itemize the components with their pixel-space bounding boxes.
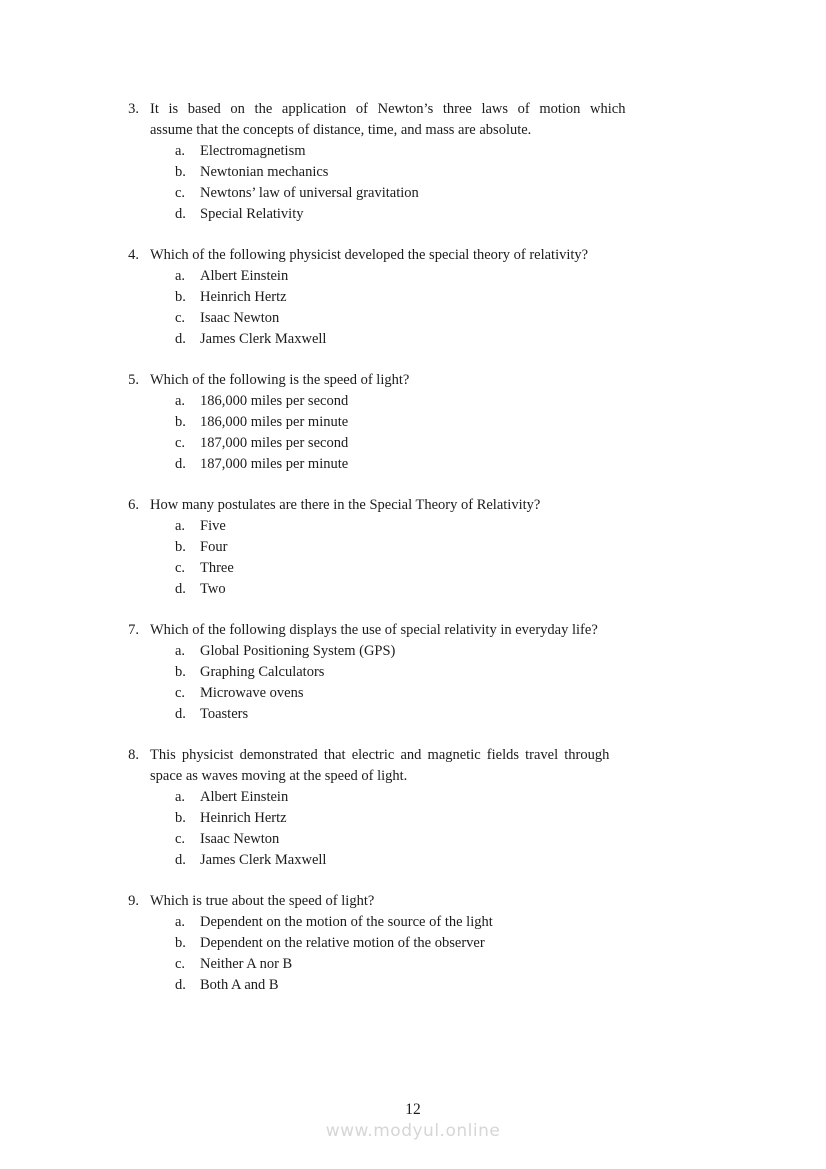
option-row xyxy=(175,454,722,475)
options-list xyxy=(150,391,722,475)
option-row xyxy=(175,516,722,537)
option-row xyxy=(175,162,722,183)
option-text: 186,000 miles per second xyxy=(200,393,349,409)
option-text: 187,000 miles per second xyxy=(200,435,349,451)
option-text: 186,000 miles per minute xyxy=(200,414,349,430)
option-row xyxy=(175,641,722,662)
option-text: Toasters xyxy=(200,706,249,722)
question-body xyxy=(150,495,722,600)
options-list xyxy=(150,141,722,225)
option-letter: d. xyxy=(175,581,186,597)
question-text-line: Which of the following is the speed of light? xyxy=(150,372,410,388)
question-number: 6. xyxy=(128,497,139,513)
option-letter: c. xyxy=(175,310,186,326)
question-number: 4. xyxy=(128,247,139,263)
option-text: Electromagnetism xyxy=(200,143,306,159)
option-letter: a. xyxy=(175,393,186,409)
option-text: Three xyxy=(200,560,234,576)
option-row xyxy=(175,808,722,829)
question-body xyxy=(150,370,722,475)
options-list xyxy=(150,787,722,871)
option-row xyxy=(175,912,722,933)
option-text: James Clerk Maxwell xyxy=(200,852,327,868)
question-3 xyxy=(0,99,722,225)
option-row xyxy=(175,329,722,350)
option-text: James Clerk Maxwell xyxy=(200,331,327,347)
options-list xyxy=(150,641,722,725)
option-row xyxy=(175,683,722,704)
option-row xyxy=(175,204,722,225)
watermark-text: www.modyul.online xyxy=(325,1121,501,1141)
option-letter: b. xyxy=(175,289,186,305)
option-text: Special Relativity xyxy=(200,206,304,222)
question-number: 3. xyxy=(128,101,139,117)
option-row xyxy=(175,850,722,871)
question-body xyxy=(150,891,722,996)
option-row xyxy=(175,933,722,954)
option-text: Both A and B xyxy=(200,977,279,993)
option-letter: d. xyxy=(175,977,186,993)
option-row xyxy=(175,391,722,412)
option-letter: b. xyxy=(175,810,186,826)
option-letter: d. xyxy=(175,456,186,472)
question-number: 8. xyxy=(128,747,139,763)
question-text-line: assume that the concepts of distance, time, and mass are absolute. xyxy=(150,122,532,138)
option-letter: c. xyxy=(175,831,186,847)
option-letter: c. xyxy=(175,560,186,576)
option-letter: c. xyxy=(175,956,186,972)
option-row xyxy=(175,287,722,308)
option-row xyxy=(175,412,722,433)
option-row xyxy=(175,537,722,558)
question-text-line: Which of the following physicist developed the special theory of relativity? xyxy=(150,247,589,263)
question-body xyxy=(150,245,722,350)
question-text-line: This physicist demonstrated that electric and magnetic fields travel through xyxy=(150,747,610,763)
option-text: Albert Einstein xyxy=(200,268,289,284)
option-row xyxy=(175,954,722,975)
question-text-line: Which is true about the speed of light? xyxy=(150,893,375,909)
option-letter: a. xyxy=(175,268,186,284)
option-letter: d. xyxy=(175,206,186,222)
option-text: Albert Einstein xyxy=(200,789,289,805)
option-row xyxy=(175,829,722,850)
option-text: Newtons’ law of universal gravitation xyxy=(200,185,419,201)
option-row xyxy=(175,141,722,162)
option-row xyxy=(175,787,722,808)
option-letter: b. xyxy=(175,414,186,430)
option-row xyxy=(175,579,722,600)
question-5 xyxy=(0,370,722,475)
question-7 xyxy=(0,620,722,725)
options-list xyxy=(150,266,722,350)
option-letter: a. xyxy=(175,789,186,805)
option-text: Four xyxy=(200,539,228,555)
option-text: 187,000 miles per minute xyxy=(200,456,349,472)
option-text: Dependent on the relative motion of the observer xyxy=(200,935,485,951)
option-text: Five xyxy=(200,518,226,534)
option-text: Microwave ovens xyxy=(200,685,304,701)
option-text: Graphing Calculators xyxy=(200,664,325,680)
question-9 xyxy=(0,891,722,996)
option-text: Dependent on the motion of the source of the light xyxy=(200,914,493,930)
option-letter: d. xyxy=(175,331,186,347)
option-letter: a. xyxy=(175,914,186,930)
option-letter: d. xyxy=(175,852,186,868)
option-row xyxy=(175,266,722,287)
option-row xyxy=(175,308,722,329)
option-row xyxy=(175,662,722,683)
question-number: 5. xyxy=(128,372,139,388)
option-row xyxy=(175,704,722,725)
question-6 xyxy=(0,495,722,600)
option-letter: b. xyxy=(175,935,186,951)
option-letter: a. xyxy=(175,643,186,659)
option-letter: a. xyxy=(175,143,186,159)
question-text-line: How many postulates are there in the Special Theory of Relativity? xyxy=(150,497,541,513)
option-text: Isaac Newton xyxy=(200,310,280,326)
question-8 xyxy=(0,745,722,871)
option-letter: b. xyxy=(175,164,186,180)
options-list xyxy=(150,516,722,600)
page-number: 12 xyxy=(405,1101,421,1118)
question-body xyxy=(150,620,722,725)
option-text: Two xyxy=(200,581,226,597)
question-body xyxy=(150,745,722,871)
option-text: Heinrich Hertz xyxy=(200,810,287,826)
option-letter: b. xyxy=(175,664,186,680)
option-text: Global Positioning System (GPS) xyxy=(200,643,396,659)
question-number: 9. xyxy=(128,893,139,909)
option-text: Heinrich Hertz xyxy=(200,289,287,305)
option-row xyxy=(175,975,722,996)
option-text: Neither A nor B xyxy=(200,956,293,972)
option-row xyxy=(175,558,722,579)
question-text-line: Which of the following displays the use of special relativity in everyday life? xyxy=(150,622,598,638)
question-text-line: space as waves moving at the speed of light. xyxy=(150,768,408,784)
option-letter: c. xyxy=(175,435,186,451)
question-text-line: It is based on the application of Newton’s three laws of motion which xyxy=(150,101,626,117)
option-letter: b. xyxy=(175,539,186,555)
question-body xyxy=(150,99,722,225)
options-list xyxy=(150,912,722,996)
option-row xyxy=(175,433,722,454)
questions-list xyxy=(0,99,722,1016)
option-text: Isaac Newton xyxy=(200,831,280,847)
option-letter: c. xyxy=(175,185,186,201)
option-letter: c. xyxy=(175,685,186,701)
option-letter: a. xyxy=(175,518,186,534)
option-letter: d. xyxy=(175,706,186,722)
option-row xyxy=(175,183,722,204)
option-text: Newtonian mechanics xyxy=(200,164,329,180)
question-number: 7. xyxy=(128,622,139,638)
question-4 xyxy=(0,245,722,350)
